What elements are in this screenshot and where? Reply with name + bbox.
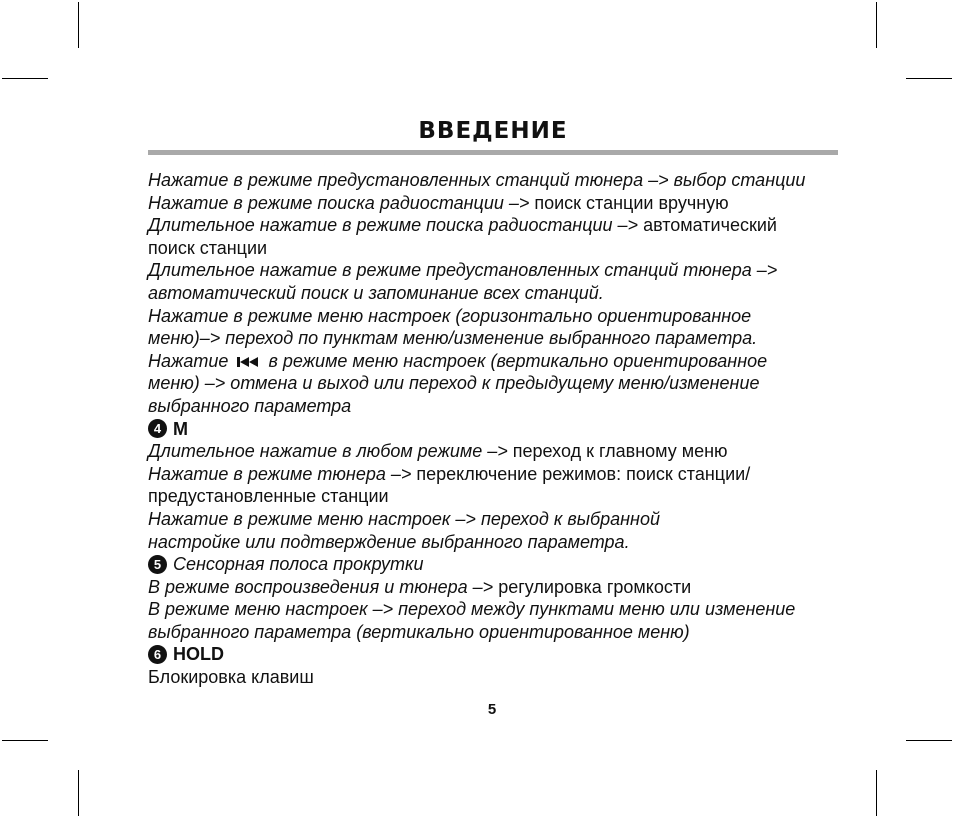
section-label: M	[173, 418, 188, 439]
text-line: выбранного параметра (вертикально ориентированное меню)	[148, 621, 690, 642]
section-label: Сенсорная полоса прокрутки	[173, 554, 424, 575]
crop-mark	[906, 78, 952, 79]
crop-mark	[2, 78, 48, 79]
text-line: Нажатие в режиме меню настроек –> переход к выбранной	[148, 508, 660, 529]
text-line: В режиме меню настроек –> переход между пунктами меню или изменение	[148, 599, 796, 620]
text-line: выбранного параметра	[148, 395, 352, 416]
text-line: Нажатие в режиме предустановленных станций тюнера –> выбор станции	[148, 170, 806, 190]
page-title: ВВЕДЕНИЕ	[418, 118, 568, 144]
text-line: Нажатие в режиме тюнера –> переключение режимов: поиск станции/	[148, 463, 751, 484]
crop-mark	[876, 2, 877, 48]
crop-mark	[876, 770, 877, 816]
text-line: меню) –> отмена и выход или переход к предыдущему меню/изменение	[148, 373, 760, 394]
text-line: поиск станции	[148, 237, 268, 258]
text-line: автоматический поиск и запоминание всех станций.	[148, 282, 604, 303]
crop-mark	[906, 740, 952, 741]
section-heading-scroll	[148, 553, 848, 576]
text-line: Нажатие в режиме поиска радиостанции –> поиск станции вручную	[148, 192, 729, 213]
number-badge: 6	[148, 645, 167, 664]
crop-mark	[2, 740, 48, 741]
section-label: HOLD	[173, 644, 224, 665]
text-line: Длительное нажатие в любом режиме –> переход к главному меню	[148, 441, 728, 462]
crop-mark	[78, 770, 79, 816]
number-badge: 5	[148, 555, 167, 574]
text-line: Блокировка клавиш	[148, 667, 314, 688]
text-line: меню)–> переход по пунктам меню/изменение выбранного параметра.	[148, 328, 758, 349]
crop-mark	[78, 2, 79, 48]
section-heading-hold	[148, 643, 848, 666]
text-line: Нажатие в режиме меню настроек (вертикально ориентированное	[148, 350, 848, 373]
number-badge: 4	[148, 419, 167, 438]
section-heading-m	[148, 418, 848, 441]
text-line: предустановленные станции	[148, 486, 389, 507]
page-number: 5	[487, 701, 497, 718]
manual-text	[148, 169, 848, 689]
text-line: Длительное нажатие в режиме предустановленных станций тюнера –>	[148, 260, 778, 281]
text-line: Нажатие в режиме меню настроек (горизонтально ориентированное	[148, 305, 752, 326]
title-rule	[148, 150, 838, 155]
text-line: Длительное нажатие в режиме поиска радиостанции –> автоматический	[148, 215, 777, 236]
text-line: настройке или подтверждение выбранного параметра.	[148, 531, 630, 552]
skip-previous-icon	[237, 351, 259, 374]
text-line: В режиме воспроизведения и тюнера –> регулировка громкости	[148, 576, 692, 597]
